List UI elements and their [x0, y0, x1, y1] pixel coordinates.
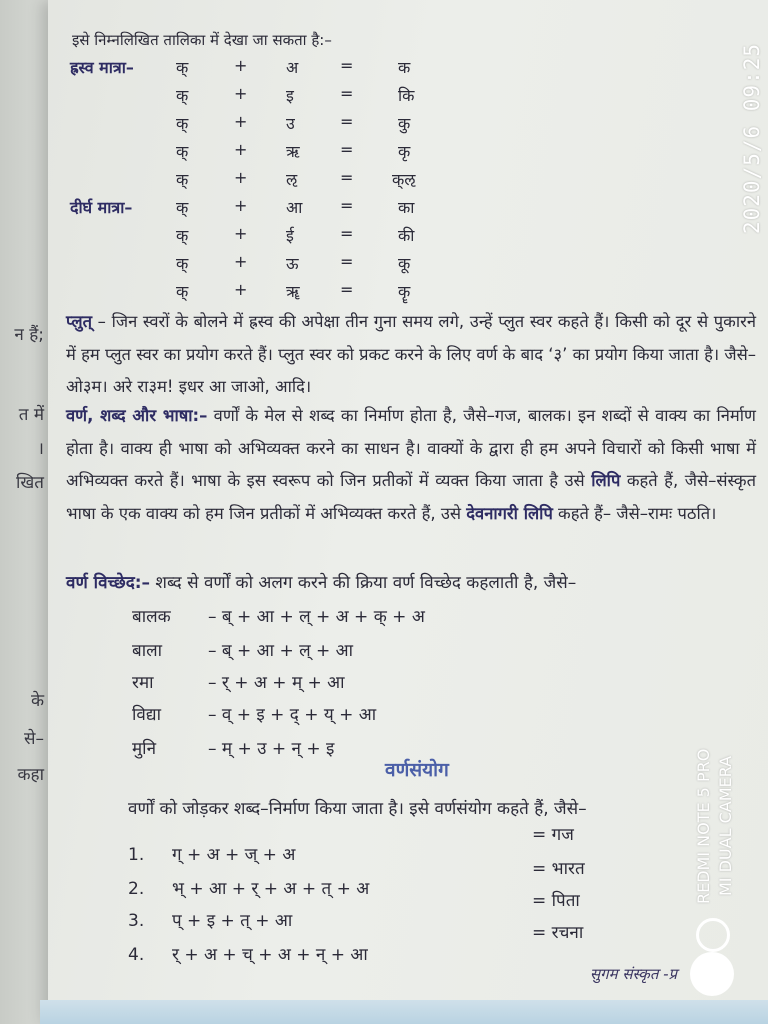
plus: + [234, 112, 248, 131]
row-result: = भारत [532, 859, 585, 879]
word: रमा [132, 673, 154, 693]
watermark-datetime: 2020/5/6 09:25 [740, 42, 764, 234]
result: कृ [398, 142, 411, 161]
word: विद्या [132, 705, 161, 725]
viccheda-text: शब्द से वर्णों को अलग करने की क्रिया वर्ण विच्छेद कहलाती है, जैसे– [150, 573, 577, 593]
lipi-term: लिपि [591, 471, 621, 490]
word: मुनि [132, 739, 157, 759]
consonant: क् [176, 58, 189, 77]
viccheda-row [132, 604, 425, 627]
viccheda-row [132, 638, 353, 661]
plus: + [234, 196, 248, 215]
samyoga-row [128, 842, 295, 865]
equals: = [340, 280, 354, 299]
result: की [398, 226, 415, 245]
vowel: ॠ [286, 282, 300, 301]
viccheda-row [132, 736, 334, 759]
split: – ब् + आ + ल् + अ + क् + अ [208, 607, 425, 627]
plus: + [234, 224, 248, 243]
result: कु [398, 114, 411, 133]
split: – ब् + आ + ल् + आ [208, 641, 354, 661]
prev-fragment: के [30, 691, 44, 711]
prev-fragment: त में [18, 405, 44, 425]
viccheda-row [132, 670, 345, 693]
equals: = [340, 112, 354, 131]
varna-term: वर्ण, शब्द और भाषा:– [66, 406, 208, 425]
vowel: ऊ [286, 254, 299, 273]
prev-fragment: से– [24, 729, 44, 749]
devanagari-term: देवनागरी लिपि [466, 503, 553, 523]
samyoga-intro: वर्णों को जोड़कर शब्द–निर्माण किया जाता है। इसे वर्णसंयोग कहते हैं, जैसे– [128, 799, 587, 819]
split: – र् + अ + म् + आ [208, 673, 345, 693]
result: का [398, 198, 415, 217]
varna-shabd-bhasha-paragraph [66, 400, 756, 566]
result: क्ऌ [392, 170, 416, 189]
vowel: अ [286, 58, 299, 77]
varna-text-1: वर्णों के मेल से शब्द का निर्माण होता है, जैसे–गज, बालक। इन शब्दों से वाक्य का निर्माण होता है। वाक्य ही भाषा को अभिव्यक्त करने का साधन है। वाक्यों के द्वारा ही हम अपने विचारों को किसी भाषा में अभिव्यक्त करते हैं। भाषा के इस स्वरूप को जिन प्रतीकों में व्यक्त किया जाता है उसे [66, 406, 756, 490]
expression: प् + इ + त् + आ [172, 911, 293, 931]
prev-fragment: खित [16, 473, 44, 493]
plus: + [234, 280, 248, 299]
varna-samyoga-heading: वर्णसंयोग [385, 759, 449, 781]
row-number: 3. [128, 911, 145, 931]
plus: + [234, 252, 248, 271]
plus: + [234, 84, 248, 103]
split: – व् + इ + द् + य् + आ [208, 705, 377, 725]
expression: भ् + आ + र् + अ + त् + अ [172, 879, 370, 899]
pluta-term: प्लुत् [66, 312, 92, 331]
footer-text: सुगम संस्कृत -प्र [590, 965, 678, 983]
equals: = [340, 140, 354, 159]
consonant: क् [176, 170, 189, 189]
plus: + [234, 56, 248, 75]
consonant: क् [176, 198, 189, 217]
plus: + [234, 140, 248, 159]
prev-fragment: । [37, 439, 44, 459]
viccheda-heading [66, 570, 576, 593]
equals: = [340, 196, 354, 215]
row-result: = गज [532, 825, 574, 845]
row-result: = पिता [532, 891, 580, 911]
vowel: ई [286, 226, 294, 245]
varna-text-2: कहते हैं, जैसे–संस्कृत भाषा के एक वाक्य को हम जिन प्रतीकों में अभिव्यक्त करते हैं, उसे [66, 471, 756, 523]
bottom-page-band [40, 1000, 768, 1024]
equals: = [340, 56, 354, 75]
vowel: ऌ [286, 170, 298, 189]
prev-fragment: कहा [17, 765, 44, 785]
vowel: उ [286, 114, 295, 133]
equals: = [340, 84, 354, 103]
equals: = [340, 252, 354, 271]
consonant: क् [176, 114, 189, 133]
row-number: 1. [128, 845, 145, 865]
word: बालक [132, 607, 171, 627]
word: बाला [132, 641, 163, 661]
prev-fragment: न हैं; [14, 325, 44, 345]
row-number: 2. [128, 879, 145, 899]
viccheda-term: वर्ण विच्छेद:– [66, 573, 151, 593]
dirgha-label: दीर्घ मात्रा– [70, 198, 133, 217]
varna-text-3: कहते हैं– जैसे–रामः पठति। [552, 503, 717, 523]
camera-dot-icon [690, 952, 734, 996]
equals: = [340, 168, 354, 187]
row-number: 4. [128, 945, 145, 965]
samyoga-row [128, 942, 368, 965]
vowel: इ [286, 86, 294, 105]
result: कि [398, 86, 415, 105]
consonant: क् [176, 282, 189, 301]
consonant: क् [176, 254, 189, 273]
row-result: = रचना [532, 923, 584, 943]
consonant: क् [176, 142, 189, 161]
consonant: क् [176, 226, 189, 245]
split: – म् + उ + न् + इ [208, 739, 335, 759]
equals: = [340, 224, 354, 243]
result: क [398, 58, 411, 77]
expression: ग् + अ + ज् + अ [172, 845, 296, 865]
previous-page-edge [0, 0, 48, 1024]
camera-ring-icon [696, 918, 730, 952]
vowel: आ [286, 198, 303, 217]
watermark-device: REDMI NOTE 5 PRO [694, 748, 713, 904]
vowel: ऋ [286, 142, 300, 161]
pluta-paragraph [66, 306, 756, 404]
result: कू [398, 254, 411, 273]
result: कॄ [398, 282, 411, 301]
consonant: क् [176, 86, 189, 105]
expression: र् + अ + च् + अ + न् + आ [172, 945, 368, 965]
viccheda-row [132, 702, 376, 725]
samyoga-row [128, 876, 369, 899]
plus: + [234, 168, 248, 187]
hrasva-label: ह्रस्व मात्रा– [70, 58, 134, 77]
intro-line: इसे निम्नलिखित तालिका में देखा जा सकता है:– [72, 31, 332, 49]
watermark-camera: MI DUAL CAMERA [716, 755, 735, 896]
samyoga-row [128, 908, 292, 931]
pluta-text: – जिन स्वरों के बोलने में ह्रस्व की अपेक्षा तीन गुना समय लगे, उन्हें प्लुत स्वर कहते हैं। किसी को दूर से पुकारने में हम प्लुत स्वर का प्रयोग करते हैं। प्लुत स्वर को प्रकट करने के लिए वर्ण के बाद ‘३’ का प्रयोग किया जाता है। जैसे– ओ३म। अरे रा३म! इधर आ जाओ, आदि। [66, 312, 756, 396]
